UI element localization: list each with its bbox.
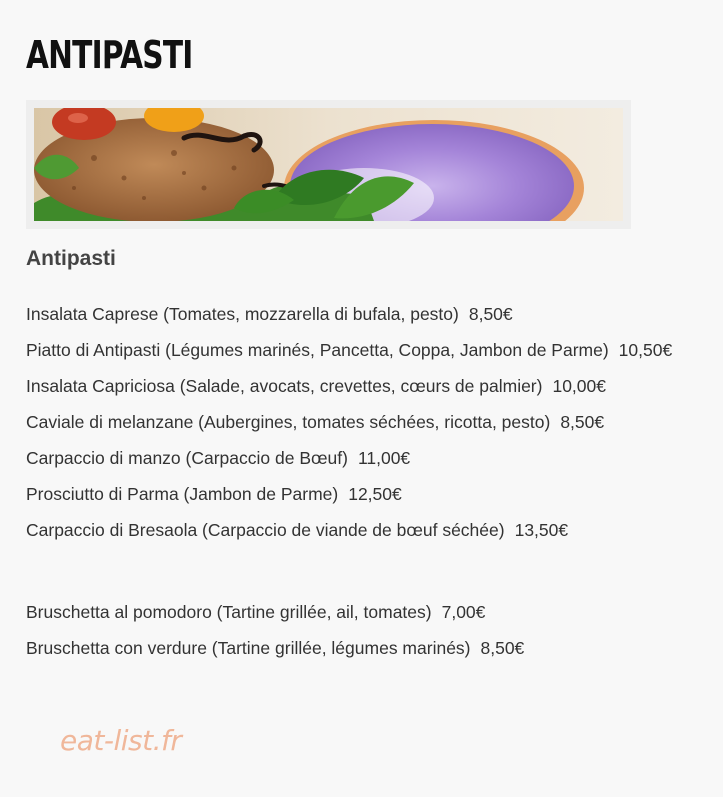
- menu-item-name: Carpaccio di manzo (Carpaccio de Bœuf): [26, 448, 348, 468]
- menu-list: [26, 296, 706, 666]
- menu-item: [26, 368, 706, 404]
- menu-item-price: 8,50€: [560, 412, 605, 432]
- menu-item: [26, 296, 706, 332]
- menu-item-name: Insalata Caprese (Tomates, mozzarella di bufala, pesto): [26, 304, 459, 324]
- menu-item: [26, 630, 706, 666]
- page-title: ANTIPASTI: [26, 33, 193, 77]
- menu-item-price: 8,50€: [468, 304, 513, 324]
- menu-item-price: 10,00€: [552, 376, 606, 396]
- menu-item: [26, 440, 706, 476]
- antipasti-plate-photo: [34, 108, 623, 221]
- menu-item-price: 10,50€: [618, 340, 673, 360]
- menu-item-price: 11,00€: [357, 448, 411, 468]
- watermark: eat-list.fr: [60, 724, 182, 757]
- menu-item-name: Bruschetta con verdure (Tartine grillée, légumes marinés): [26, 638, 471, 658]
- menu-item-price: 12,50€: [348, 484, 402, 504]
- menu-item: [26, 512, 706, 548]
- banner-image: [26, 100, 631, 229]
- menu-item-name: Carpaccio di Bresaola (Carpaccio de viande de bœuf séchée): [26, 520, 505, 540]
- section-heading: Antipasti: [26, 247, 116, 270]
- menu-item: [26, 332, 696, 368]
- menu-item-price: 13,50€: [514, 520, 569, 540]
- menu-item-price: 8,50€: [480, 638, 525, 658]
- menu-item: [26, 404, 706, 440]
- menu-item: [26, 594, 706, 630]
- menu-item-name: Bruschetta al pomodoro (Tartine grillée, ail, tomates): [26, 602, 432, 622]
- menu-item-name: Insalata Capriciosa (Salade, avocats, crevettes, cœurs de palmier): [26, 376, 543, 396]
- menu-item-name: Prosciutto di Parma (Jambon de Parme): [26, 484, 339, 504]
- menu-item-price: 7,00€: [441, 602, 486, 622]
- menu-item-name: Caviale di melanzane (Aubergines, tomates séchées, ricotta, pesto): [26, 412, 551, 432]
- menu-item: [26, 476, 706, 512]
- menu-item-name: Piatto di Antipasti (Légumes marinés, Pancetta, Coppa, Jambon de Parme): [26, 340, 609, 360]
